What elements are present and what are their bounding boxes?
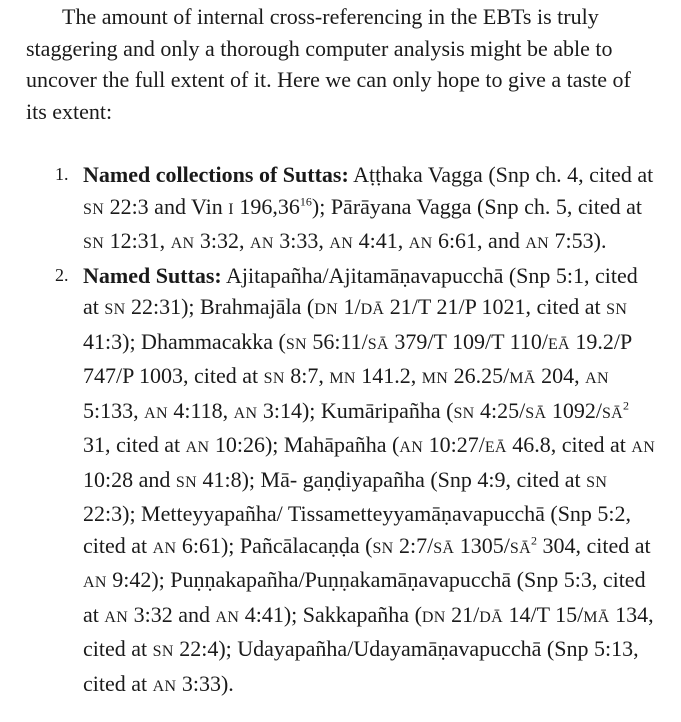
- text-run: 304, cited at: [536, 532, 651, 558]
- abbreviation: SN: [83, 200, 105, 218]
- text-run: 56:11/: [306, 328, 368, 354]
- abbreviation: SĀ: [601, 404, 624, 422]
- text-run: 7:53).: [549, 228, 607, 253]
- text-run: 31, cited at: [83, 432, 186, 457]
- text-run: 21/: [445, 601, 480, 627]
- abbreviation: AN: [250, 235, 274, 252]
- text-run: 41:8); Mā- gaṇḍiyapañha (Snp 4:9, cited at: [196, 466, 587, 492]
- text-run: 204,: [535, 363, 586, 388]
- text-run: 3:14); Kumāripañha (: [257, 397, 454, 423]
- abbreviation: AN: [585, 370, 609, 387]
- abbreviation: AN: [399, 439, 424, 456]
- abbreviation: SN: [372, 539, 394, 557]
- footnote-superscript: 16: [299, 194, 312, 209]
- text-run: 1/: [337, 294, 361, 319]
- abbreviation: AN: [144, 404, 168, 422]
- list-number: 1.: [55, 164, 69, 184]
- abbreviation: AN: [525, 235, 550, 252]
- abbreviation: EĀ: [484, 439, 507, 456]
- text-run: 3:33).: [176, 670, 234, 696]
- text-run: 46.8, cited at: [506, 432, 632, 457]
- abbreviation: DĀ: [479, 608, 503, 626]
- item-heading: Named collections of Suttas:: [83, 162, 349, 187]
- text-run: 134, cited at: [83, 601, 654, 661]
- text-run: 22:4); Udayapañha/Udayamāṇavapucchā (Snp 5:13, cited at: [83, 636, 639, 696]
- abbreviation: AN: [152, 677, 177, 695]
- text-run: 19.2/P 747/P 1003, cited at: [83, 328, 632, 388]
- abbreviation: MN: [329, 370, 356, 387]
- abbreviation: MN: [421, 370, 449, 387]
- abbreviation: DĀ: [360, 301, 385, 318]
- abbreviation: SĀ: [509, 539, 531, 557]
- text-run: 196,36: [233, 193, 300, 219]
- list-item: [26, 260, 656, 703]
- item-body: [83, 263, 655, 696]
- abbreviation: AN: [170, 235, 195, 252]
- abbreviation: SĀ: [367, 335, 389, 353]
- text-run: 141.2,: [355, 363, 422, 388]
- abbreviation: EĀ: [547, 335, 570, 353]
- list-item: [26, 159, 656, 260]
- text-run: 6:61); Pañcālacaṇḍa (: [176, 532, 373, 558]
- text-run: Ajitapañha/Ajitamāṇavapucchā (Snp 5:1, cited at: [83, 262, 638, 319]
- text-run: 1092/: [546, 397, 602, 423]
- item-heading: Named Suttas:: [83, 262, 222, 288]
- abbreviation: SN: [104, 301, 126, 318]
- abbreviation: AN: [104, 608, 129, 626]
- text-run: 22:3 and Vin: [104, 193, 229, 219]
- abbreviation: SN: [586, 473, 608, 491]
- abbreviation: AN: [215, 608, 240, 626]
- text-run: 26.25/: [448, 363, 510, 388]
- abbreviation: AN: [631, 439, 656, 456]
- abbreviation: SN: [453, 404, 475, 422]
- text-run: 9:42); Puṇṇakapañha/Puṇṇakamāṇavapucchā (Snp 5:3, cited at: [83, 567, 646, 627]
- abbreviation: AN: [152, 539, 177, 557]
- abbreviation: DN: [421, 608, 446, 626]
- text-run: 10:26); Mahāpañha (: [209, 432, 400, 457]
- abbreviation: SĀ: [433, 539, 455, 557]
- abbreviation: AN: [233, 404, 258, 422]
- text-run: 3:32 and: [128, 601, 216, 627]
- footnote-superscript: 2: [623, 398, 630, 413]
- text-run: 6:61, and: [432, 228, 526, 253]
- reference-list: [26, 159, 656, 702]
- text-run: 379/T 109/T 110/: [388, 328, 548, 354]
- text-run: 10:28 and: [83, 466, 176, 492]
- abbreviation: DN: [314, 301, 338, 318]
- text-run: 4:118,: [167, 397, 234, 423]
- abbreviation: SN: [263, 370, 285, 387]
- abbreviation: SN: [606, 301, 628, 318]
- abbreviation: MĀ: [509, 370, 536, 387]
- abbreviation: AN: [329, 235, 354, 252]
- intro-paragraph: The amount of internal cross-referencing in the EBTs is truly staggering and only a thorough computer analysis might be able to uncover the full extent of it. Here we can only hope to give a taste of its extent:: [26, 4, 631, 124]
- text-run: 3:33,: [273, 228, 330, 253]
- text-run: 4:41); Sakkapañha (: [239, 601, 422, 627]
- text-run: 10:27/: [423, 432, 485, 457]
- text-run: 8:7,: [284, 363, 330, 388]
- text-run: 5:133,: [83, 397, 145, 423]
- abbreviation: AN: [408, 235, 433, 252]
- abbreviation: SN: [175, 473, 197, 491]
- abbreviation: SN: [83, 235, 105, 252]
- text-run: 3:32,: [194, 228, 251, 253]
- text-run: 22:31); Brahmajāla (: [125, 294, 315, 319]
- text-run: ); Pārāyana Vagga (Snp ch. 5, cited at: [311, 193, 642, 219]
- text-run: 22:3); Metteyyapañha/ Tissametteyyamāṇavapucchā (Snp 5:2, cited at: [83, 501, 632, 558]
- abbreviation: SN: [285, 335, 307, 353]
- abbreviation: SĀ: [525, 404, 547, 422]
- text-run: 41:3); Dhammacakka (: [83, 328, 286, 354]
- text-run: 4:41,: [353, 228, 409, 253]
- text-run: 4:25/: [474, 397, 526, 423]
- abbreviation: AN: [83, 574, 107, 591]
- text-run: 21/T 21/P 1021, cited at: [384, 294, 607, 319]
- text-run: 12:31,: [104, 228, 171, 253]
- document-page: [26, 0, 656, 702]
- text-run: Aṭṭhaka Vagga (Snp ch. 4, cited at: [348, 162, 654, 187]
- text-run: 2:7/: [393, 532, 434, 558]
- text-run: 1305/: [454, 532, 510, 558]
- abbreviation: SN: [152, 643, 174, 660]
- footnote-superscript: 2: [530, 533, 537, 548]
- list-number: 2.: [55, 264, 69, 285]
- abbreviation: I: [228, 200, 234, 218]
- abbreviation: MĀ: [583, 608, 610, 626]
- text-run: 14/T 15/: [502, 601, 584, 627]
- abbreviation: AN: [185, 439, 210, 456]
